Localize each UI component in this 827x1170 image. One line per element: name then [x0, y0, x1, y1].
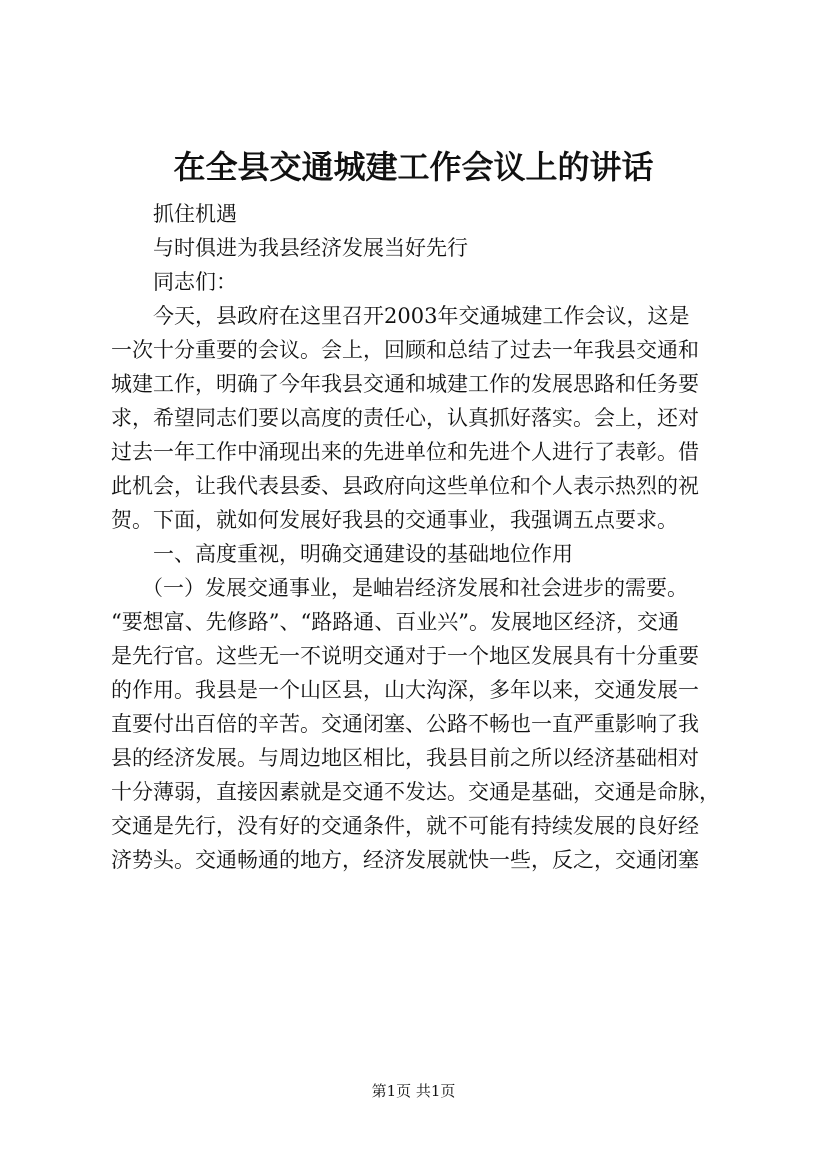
paragraph-1-line: 今天，县政府在这里召开2003年交通城建工作会议，这是 — [153, 304, 690, 328]
paragraph-2-line: （一）发展交通事业，是岫岩经济发展和社会进步的需要。 — [142, 576, 688, 600]
subtitle-line-1: 抓住机遇 — [153, 202, 237, 226]
paragraph-2-line: 直要付出百倍的辛苦。交通闭塞、公路不畅也一直严重影响了我 — [111, 712, 699, 736]
paragraph-2-line: “要想富、先修路”、“路路通、百业兴”。发展地区经济，交通 — [111, 610, 679, 634]
paragraph-2-line: 交通是先行，没有好的交通条件，就不可能有持续发展的良好经 — [111, 814, 699, 838]
document-body — [111, 197, 731, 877]
paragraph-2 — [111, 571, 731, 877]
paragraph-1-line: 一次十分重要的会议。会上，回顾和总结了过去一年我县交通和 — [111, 338, 699, 362]
page-footer: 第1页 共1页 — [371, 1082, 456, 1100]
paragraph-2-line: 是先行官。这些无一不说明交通对于一个地区发展具有十分重要 — [111, 644, 699, 668]
paragraph-2-line: 县的经济发展。与周边地区相比，我县目前之所以经济基础相对 — [111, 746, 699, 770]
section-1-heading: 一、高度重视，明确交通建设的基础地位作用 — [153, 542, 573, 566]
paragraph-1 — [111, 299, 731, 537]
paragraph-2-line: 济势头。交通畅通的地方，经济发展就快一些，反之，交通闭塞 — [111, 848, 699, 872]
paragraph-1-line: 城建工作，明确了今年我县交通和城建工作的发展思路和任务要 — [111, 372, 699, 396]
subtitle-line-2: 与时俱进为我县经济发展当好先行 — [153, 236, 468, 260]
paragraph-1-line: 贺。下面，就如何发展好我县的交通事业，我强调五点要求。 — [111, 508, 678, 532]
paragraph-1-line: 求，希望同志们要以高度的责任心，认真抓好落实。会上，还对 — [111, 406, 699, 430]
paragraph-2-line: 十分薄弱，直接因素就是交通不发达。交通是基础，交通是命脉， — [111, 780, 720, 804]
document-title: 在全县交通城建工作会议上的讲话 — [173, 148, 654, 186]
paragraph-2-line: 的作用。我县是一个山区县，山大沟深，多年以来，交通发展一 — [111, 678, 699, 702]
salutation: 同志们： — [153, 270, 237, 294]
paragraph-1-line: 过去一年工作中涌现出来的先进单位和先进个人进行了表彰。借 — [111, 440, 699, 464]
paragraph-1-line: 此机会，让我代表县委、县政府向这些单位和个人表示热烈的祝 — [111, 474, 699, 498]
